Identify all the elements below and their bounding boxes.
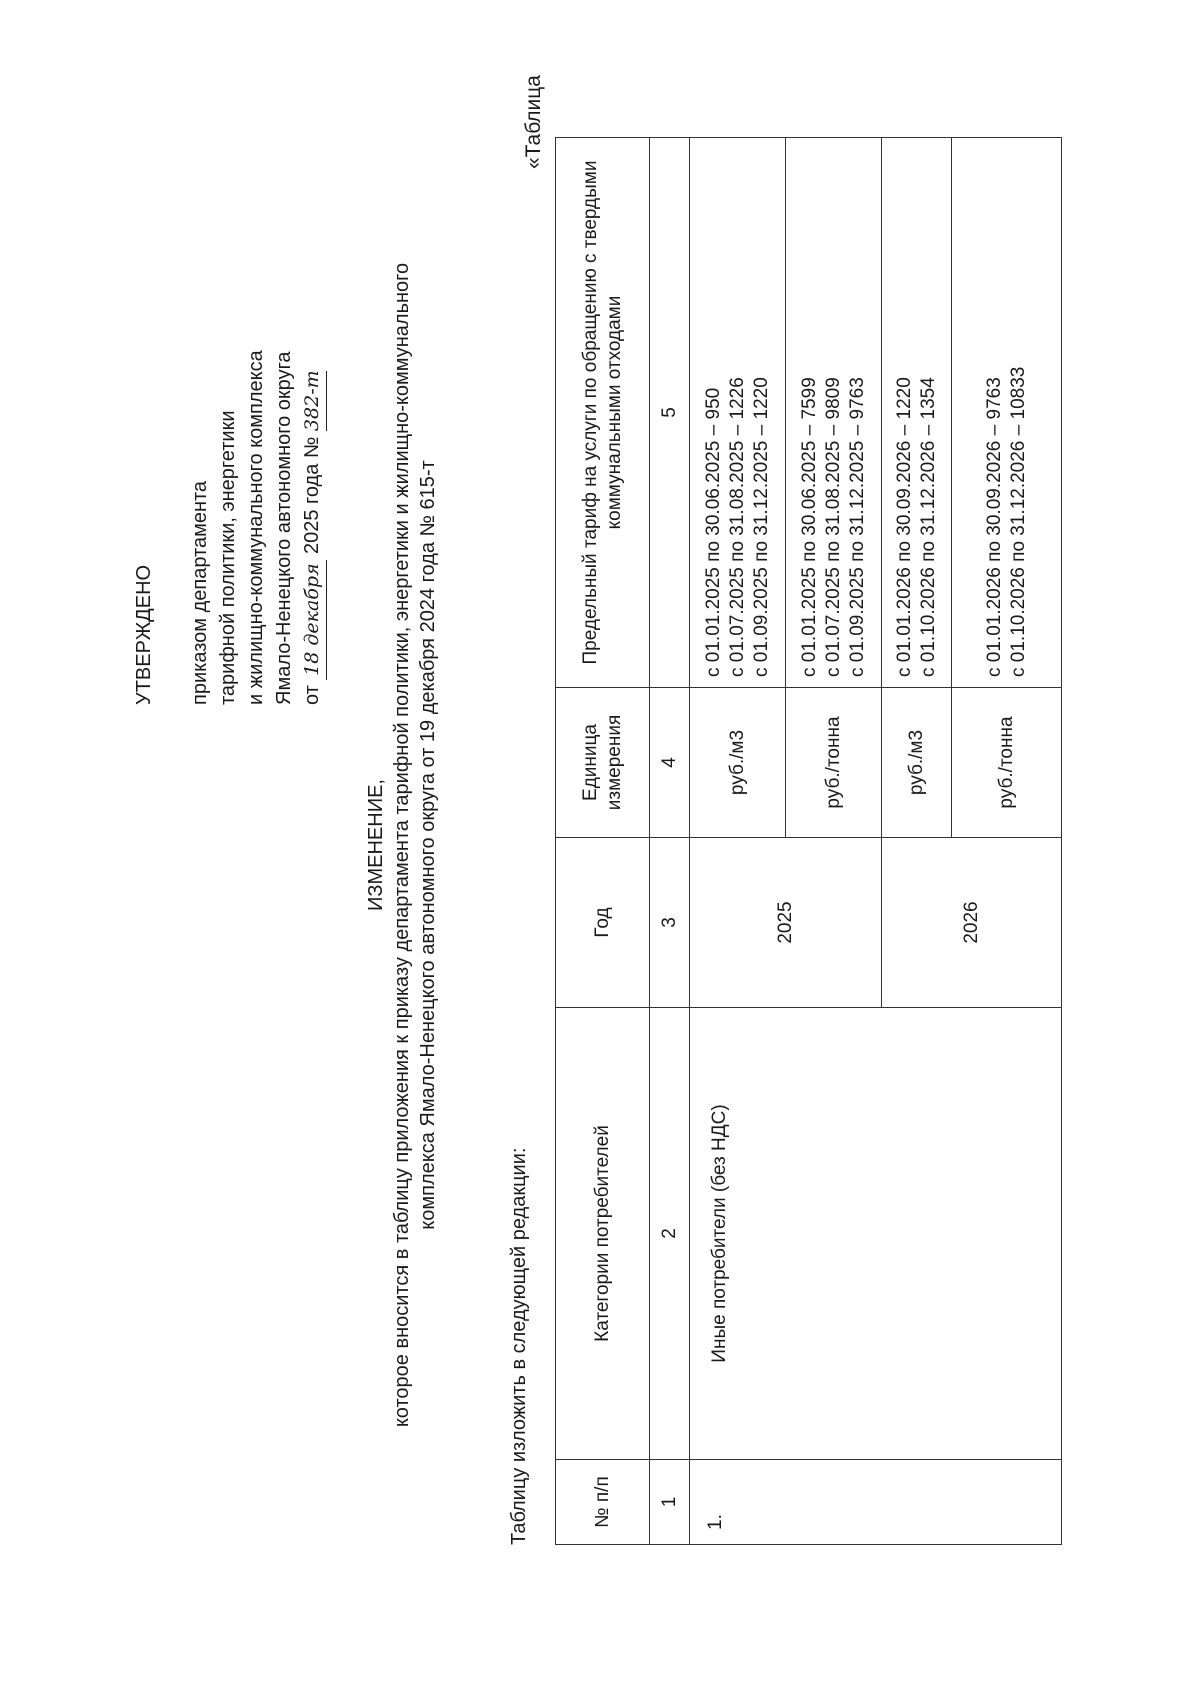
tariff-period: с 01.10.2026 по 31.12.2026 – 10833	[1007, 366, 1029, 677]
heading-title: ИЗМЕНЕНИЕ,	[365, 779, 387, 911]
date-prefix: от	[301, 685, 323, 705]
date-month: декабря	[301, 563, 323, 646]
tariff-period: с 01.09.2025 по 31.12.2025 – 1220	[750, 377, 772, 677]
column-number: 2	[650, 1008, 690, 1460]
tariff-period: с 01.07.2025 по 31.08.2025 – 1226	[726, 377, 748, 677]
year-cell: 2026	[882, 838, 1062, 1008]
tariff-periods	[882, 138, 952, 688]
tariff-period: с 01.09.2025 по 31.12.2025 – 9763	[846, 377, 868, 677]
tariff-period: с 01.10.2026 по 31.12.2026 – 1354	[917, 377, 939, 677]
order-number: 382-т	[298, 371, 327, 431]
header-cell: Предельный тариф на услуги по обращению с твердыми коммунальными отходами	[556, 138, 650, 688]
consumer-category: Иные потребители (без НДС)	[690, 1008, 1062, 1460]
row-number: 1.	[690, 1460, 1062, 1545]
unit-cell: руб./тонна	[952, 688, 1062, 838]
tariff-period: с 01.01.2025 по 30.06.2025 – 7599	[798, 377, 820, 677]
table-mark: «Таблица	[522, 75, 545, 170]
date-year-text: 2025 года №	[301, 436, 323, 555]
rotated-page	[130, 75, 1140, 1585]
column-number: 3	[650, 838, 690, 1008]
header-cell: Единица измерения	[556, 688, 650, 838]
table-header-row	[556, 138, 650, 1545]
approval-date-line	[298, 350, 327, 705]
amendment-heading	[363, 105, 441, 1585]
header-cell: Год	[556, 838, 650, 1008]
unit-cell: руб./м3	[690, 688, 786, 838]
approval-line: тарифной политики, энергетики	[217, 410, 239, 705]
column-number-row	[650, 138, 690, 1545]
approval-line: и жилищно-коммунального комплекса	[245, 350, 267, 705]
tariff-periods	[786, 138, 882, 688]
unit-cell: руб./м3	[882, 688, 952, 838]
column-number: 4	[650, 688, 690, 838]
table-row	[690, 138, 786, 1545]
approval-title: УТВЕРЖДЕНО	[133, 564, 155, 705]
year-cell: 2025	[690, 838, 882, 1008]
tariff-table	[555, 137, 1062, 1545]
date-day: 18	[301, 651, 323, 676]
tariff-period: с 01.01.2025 по 30.06.2025 – 950	[702, 387, 724, 677]
column-number: 5	[650, 138, 690, 688]
approval-block	[130, 350, 327, 705]
header-cell: № п/п	[556, 1460, 650, 1545]
approval-line: Ямало-Ненецкого автономного округа	[273, 351, 295, 705]
date-handwritten	[298, 560, 327, 680]
column-number: 1	[650, 1460, 690, 1545]
unit-cell: руб./тонна	[786, 688, 882, 838]
heading-line: комплекса Ямало-Ненецкого автономного округа от 19 декабря 2024 года № 615-т	[417, 460, 439, 1230]
header-cell: Категории потребителей	[556, 1008, 650, 1460]
tariff-period: с 01.01.2026 по 30.09.2026 – 9763	[983, 377, 1005, 677]
intro-text: Таблицу изложить в следующей редакции:	[508, 1147, 530, 1545]
tariff-period: с 01.07.2025 по 31.08.2025 – 9809	[822, 377, 844, 677]
tariff-periods	[690, 138, 786, 688]
tariff-periods	[952, 138, 1062, 688]
approval-line: приказом департамента	[189, 480, 211, 705]
tariff-period: с 01.01.2026 по 30.09.2026 – 1220	[893, 377, 915, 677]
heading-line: которое вносится в таблицу приложения к приказу департамента тарифной политики, энергетики и жилищно-коммунального	[391, 262, 413, 1428]
